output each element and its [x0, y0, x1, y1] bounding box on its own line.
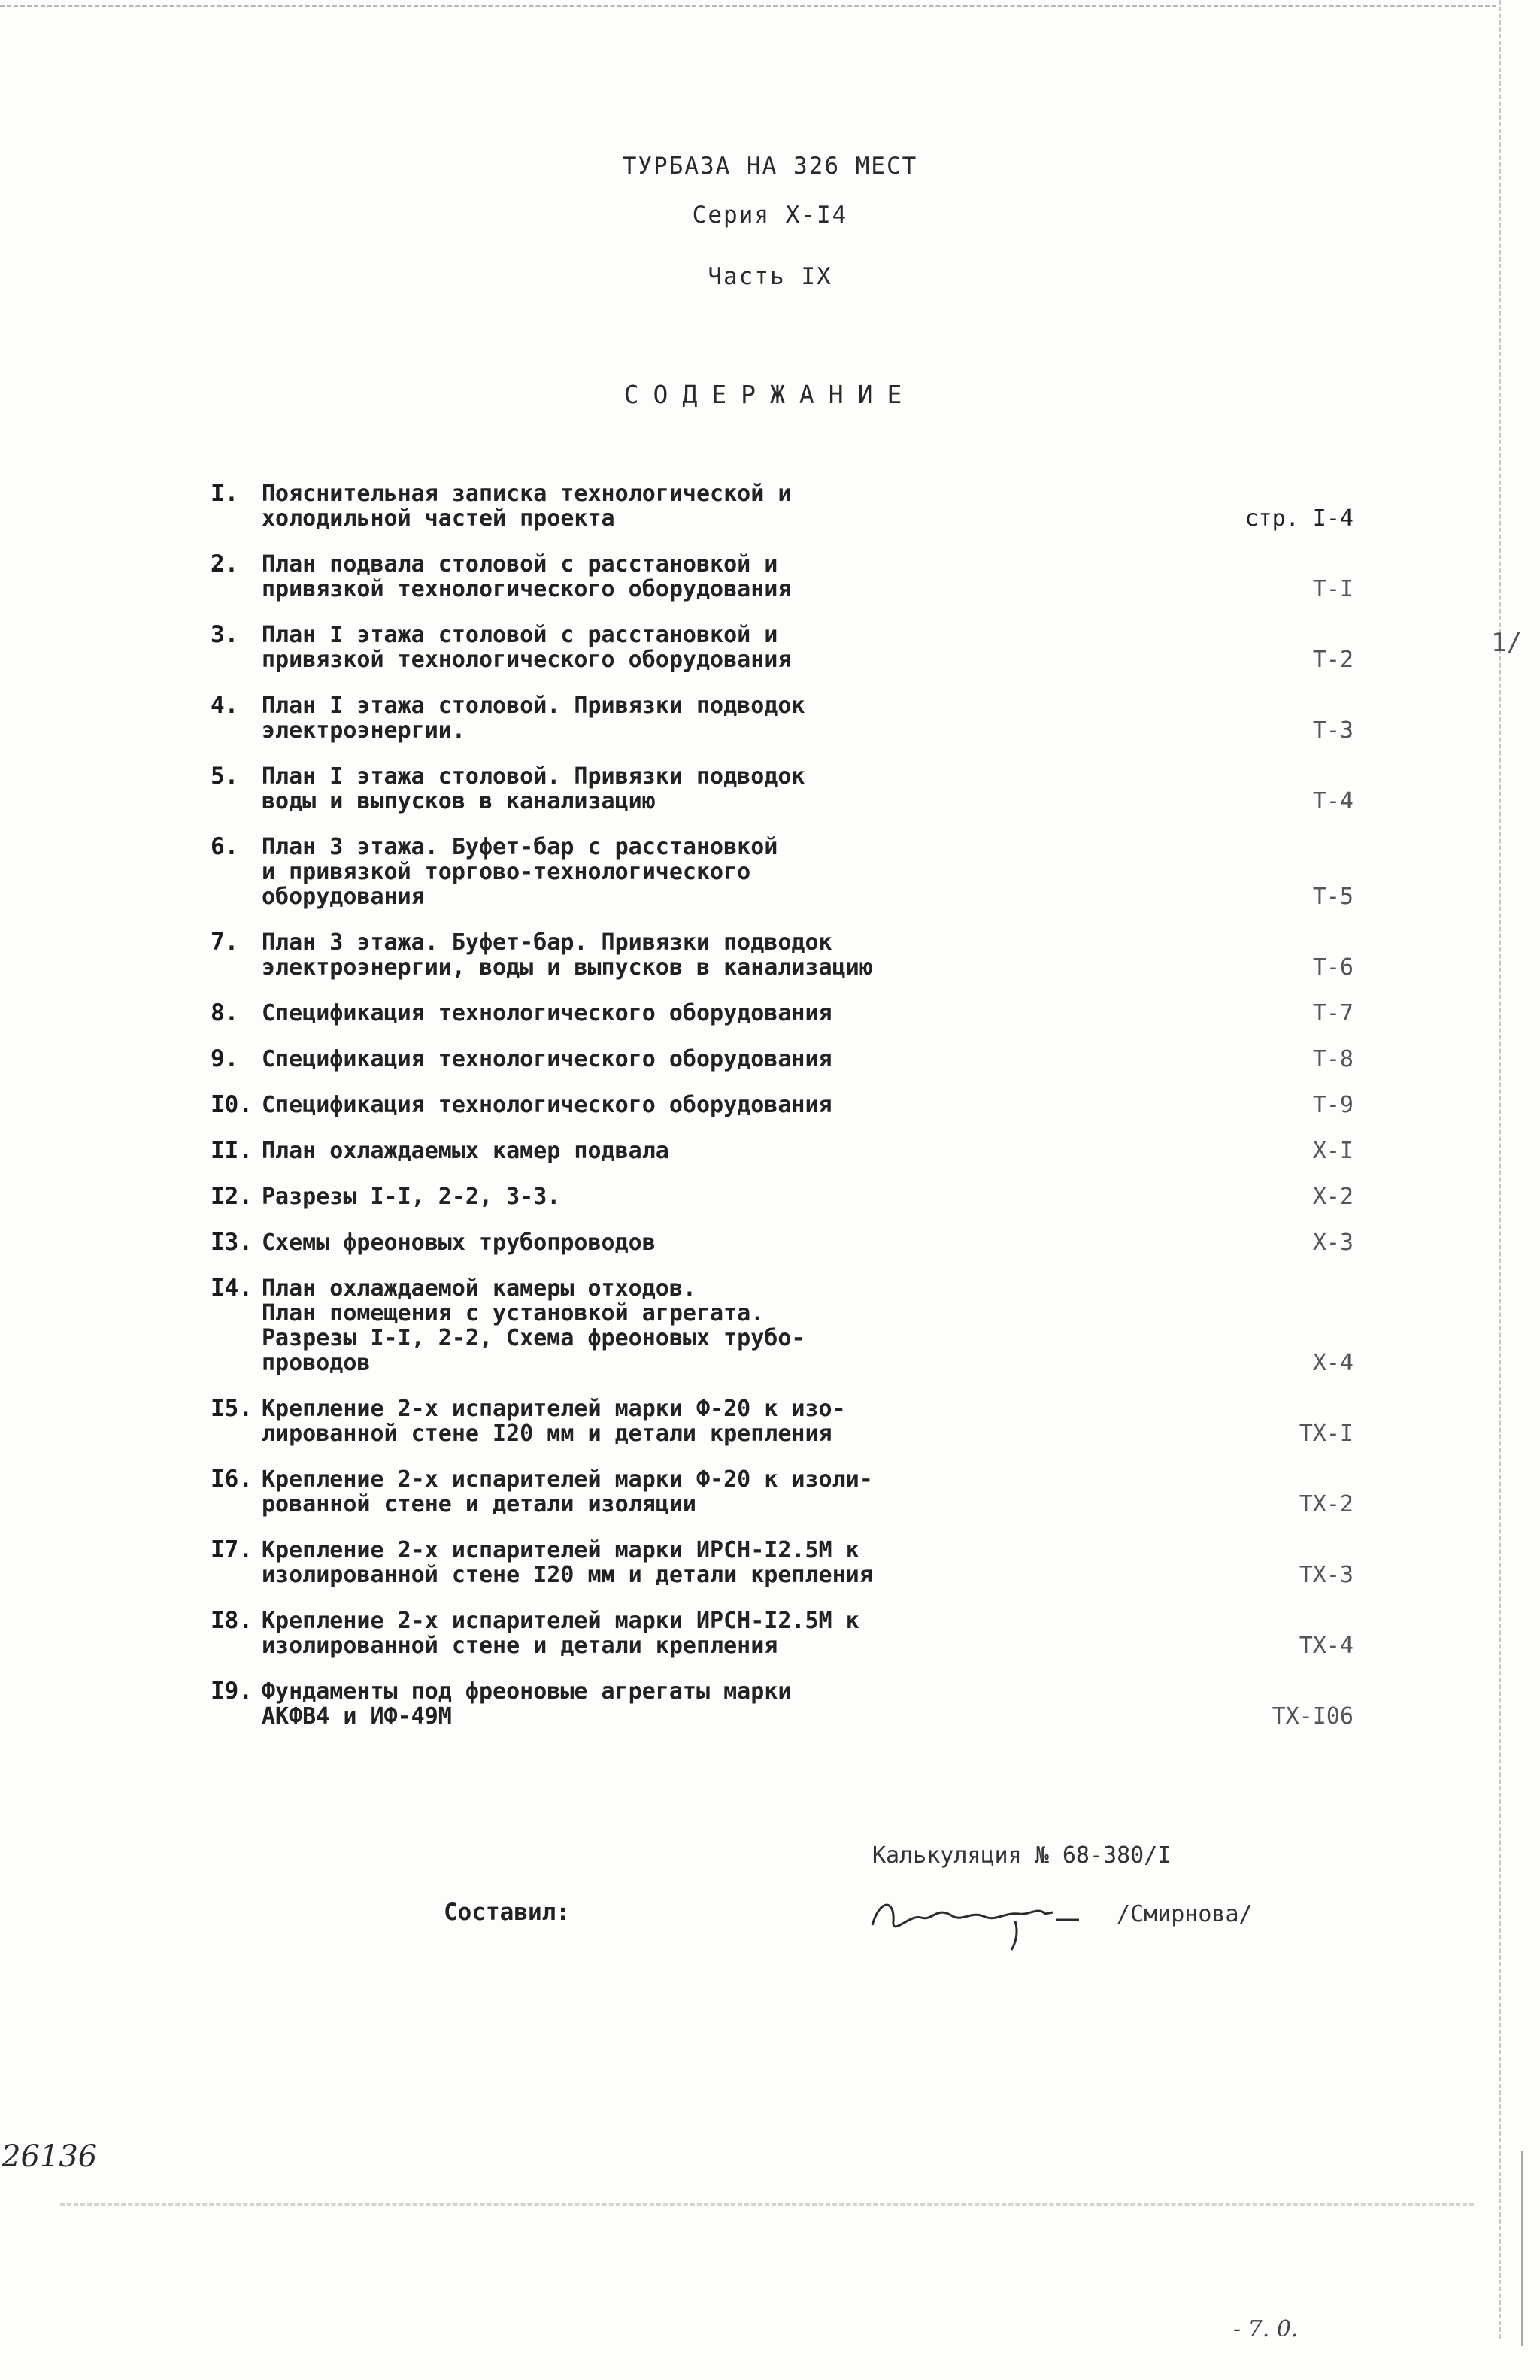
toc-item-number: I0. — [211, 1091, 253, 1118]
handwritten-signature — [865, 1884, 1090, 1951]
toc-item-line: изолированной стене I20 мм и детали крепления — [262, 1562, 873, 1588]
toc-item-number: I9. — [211, 1678, 253, 1705]
toc-item — [211, 1230, 1384, 1255]
toc-item-line: План охлаждаемой камеры отходов. — [262, 1275, 696, 1302]
toc-item-line: электроэнергии, воды и выпусков в канализацию — [262, 954, 873, 981]
toc-item-line: проводов — [262, 1350, 371, 1376]
toc-item-number: 9. — [211, 1045, 239, 1072]
toc-item-page: Т-3 — [1312, 717, 1354, 744]
toc-item-number: 6. — [211, 833, 239, 860]
toc-item-line: План I этажа столовой. Привязки подводок — [262, 763, 805, 790]
scan-bottom-rule — [60, 2203, 1474, 2206]
toc-item-line: Спецификация технологического оборудования — [262, 1000, 832, 1026]
toc-item-number: 7. — [211, 929, 239, 956]
toc-item-text — [262, 835, 1014, 909]
toc-item-page: ТХ-3 — [1299, 1562, 1354, 1588]
toc-item-text — [262, 481, 1014, 531]
toc-item-page: Т-7 — [1312, 1000, 1354, 1026]
toc-item-page: Т-6 — [1312, 954, 1354, 981]
toc-item-page: стр. I-4 — [1244, 505, 1354, 532]
toc-item-line: План охлаждаемых камер подвала — [262, 1138, 669, 1164]
signer-name: /Смирнова/ — [1117, 1901, 1253, 1927]
toc-item-number: I2. — [211, 1183, 253, 1210]
toc-item-text — [262, 1538, 1014, 1587]
toc-item-page: Х-4 — [1312, 1350, 1354, 1376]
toc-item — [211, 1538, 1384, 1587]
toc-item — [211, 1093, 1384, 1117]
toc-item-page: Т-9 — [1312, 1092, 1354, 1118]
toc-item — [211, 623, 1384, 672]
toc-item-line: Схемы фреоновых трубопроводов — [262, 1229, 656, 1256]
toc-item — [211, 930, 1384, 980]
toc-item-line: холодильной частей проекта — [262, 505, 615, 532]
toc-item-line: План помещения с установкой агрегата. — [262, 1300, 765, 1326]
toc-item-page: ТХ-I06 — [1272, 1703, 1354, 1730]
toc-item-page: Т-2 — [1312, 647, 1354, 673]
toc-item-line: воды и выпусков в канализацию — [262, 788, 656, 814]
scan-right-rule — [1499, 0, 1501, 2339]
toc-item-line: привязкой технологического оборудования — [262, 576, 792, 602]
toc-item — [211, 764, 1384, 814]
side-mark: 1/ — [1491, 628, 1522, 658]
toc-item-text — [262, 1679, 1014, 1729]
toc-item-page: Х-2 — [1312, 1184, 1354, 1210]
toc-item — [211, 693, 1384, 743]
toc-item-line: План I этажа столовой с расстановкой и — [262, 622, 778, 648]
toc-item-text — [262, 1184, 1014, 1209]
toc-item-page: Т-5 — [1312, 884, 1354, 910]
toc-item-text — [262, 1093, 1014, 1117]
toc-item-line: Крепление 2-х испарителей марки ИРСН-I2.5М к — [262, 1537, 859, 1563]
toc-item-number: I5. — [211, 1395, 253, 1422]
toc-item-line: лированной стене I20 мм и детали крепления — [262, 1420, 832, 1447]
toc-item-number: I6. — [211, 1466, 253, 1493]
toc-item — [211, 1467, 1384, 1517]
scan-top-rule — [0, 5, 1496, 7]
archive-number: 26136 — [2, 2139, 98, 2174]
toc-item-number: I7. — [211, 1536, 253, 1563]
corner-mark: - 7. 0. — [1233, 2316, 1299, 2342]
toc-item-text — [262, 930, 1014, 980]
toc-item-text — [262, 1047, 1014, 1072]
toc-item-text — [262, 1608, 1014, 1658]
toc-item-line: рованной стене и детали изоляции — [262, 1491, 696, 1517]
contents-heading: СОДЕРЖАНИЕ — [623, 380, 917, 409]
toc-item-text — [262, 764, 1014, 814]
toc-item-line: Разрезы I-I, 2-2, Схема фреоновых трубо- — [262, 1325, 805, 1351]
toc-item — [211, 1184, 1384, 1209]
toc-item-page: Т-4 — [1312, 788, 1354, 814]
toc-item-text — [262, 1001, 1014, 1026]
toc-item-line: Пояснительная записка технологической и — [262, 481, 792, 507]
toc-item-page: Т-I — [1312, 576, 1354, 602]
toc-item — [211, 1396, 1384, 1446]
toc-item-number: I3. — [211, 1229, 253, 1256]
toc-item-page: ТХ-2 — [1299, 1491, 1354, 1517]
toc-item — [211, 1679, 1384, 1729]
table-of-contents — [211, 481, 1384, 1750]
document-title: ТУРБАЗА НА 326 МЕСТ — [622, 153, 918, 180]
toc-item-text — [262, 623, 1014, 672]
toc-item-line: План 3 этажа. Буфет-бар. Привязки подводок — [262, 929, 832, 956]
toc-item-text — [262, 552, 1014, 602]
toc-item — [211, 1608, 1384, 1658]
toc-item — [211, 1276, 1384, 1375]
compiled-by-label: Составил: — [444, 1899, 570, 1926]
document-series: Серия Х-I4 — [692, 202, 848, 229]
toc-item-text — [262, 1230, 1014, 1255]
toc-item-line: изолированной стене и детали крепления — [262, 1633, 778, 1659]
toc-item-line: Фундаменты под фреоновые агрегаты марки — [262, 1678, 792, 1705]
toc-item-line: и привязкой торгово-технологического — [262, 859, 751, 885]
toc-item-page: ТХ-4 — [1299, 1633, 1354, 1659]
toc-item-text — [262, 1276, 1014, 1375]
toc-item-line: Крепление 2-х испарителей марки ИРСН-I2.5М к — [262, 1608, 859, 1634]
toc-item-number: 4. — [211, 692, 239, 719]
toc-item-number: I. — [211, 480, 239, 507]
toc-item-text — [262, 1467, 1014, 1517]
toc-item-number: II. — [211, 1137, 253, 1164]
toc-item-line: привязкой технологического оборудования — [262, 647, 792, 673]
toc-item-page: Х-3 — [1312, 1229, 1354, 1256]
toc-item-number: 2. — [211, 550, 239, 578]
toc-item — [211, 552, 1384, 602]
toc-item-line: Крепление 2-х испарителей марки Ф-20 к изоли- — [262, 1466, 873, 1493]
toc-item-text — [262, 693, 1014, 743]
toc-item-line: АКФВ4 и ИФ-49М — [262, 1703, 452, 1730]
document-part: Часть IX — [708, 263, 832, 290]
toc-item-line: Разрезы I-I, 2-2, 3-3. — [262, 1184, 561, 1210]
toc-item — [211, 1138, 1384, 1163]
toc-item-number: 3. — [211, 621, 239, 648]
toc-item-page: Т-8 — [1312, 1046, 1354, 1072]
scan-right-edge — [1521, 2151, 1523, 2346]
toc-item-line: Крепление 2-х испарителей марки Ф-20 к изо- — [262, 1396, 846, 1422]
toc-item-number: I4. — [211, 1275, 253, 1302]
toc-item-line: электроэнергии. — [262, 717, 465, 744]
toc-item-line: План I этажа столовой. Привязки подводок — [262, 693, 805, 719]
toc-item-line: оборудования — [262, 884, 425, 910]
toc-item-line: План 3 этажа. Буфет-бар с расстановкой — [262, 834, 778, 860]
toc-item-text — [262, 1138, 1014, 1163]
toc-item-number: I8. — [211, 1607, 253, 1634]
toc-item — [211, 835, 1384, 909]
toc-item-line: План подвала столовой с расстановкой и — [262, 551, 778, 578]
toc-item — [211, 481, 1384, 531]
toc-item-number: 5. — [211, 763, 239, 790]
toc-item — [211, 1001, 1384, 1026]
toc-item-number: 8. — [211, 999, 239, 1026]
toc-item-line: Спецификация технологического оборудования — [262, 1046, 832, 1072]
toc-item-line: Спецификация технологического оборудования — [262, 1092, 832, 1118]
calculation-number: Калькуляция № 68-380/I — [872, 1842, 1172, 1869]
toc-item — [211, 1047, 1384, 1072]
toc-item-text — [262, 1396, 1014, 1446]
toc-item-page: Х-I — [1312, 1138, 1354, 1164]
toc-item-page: ТХ-I — [1299, 1420, 1354, 1447]
